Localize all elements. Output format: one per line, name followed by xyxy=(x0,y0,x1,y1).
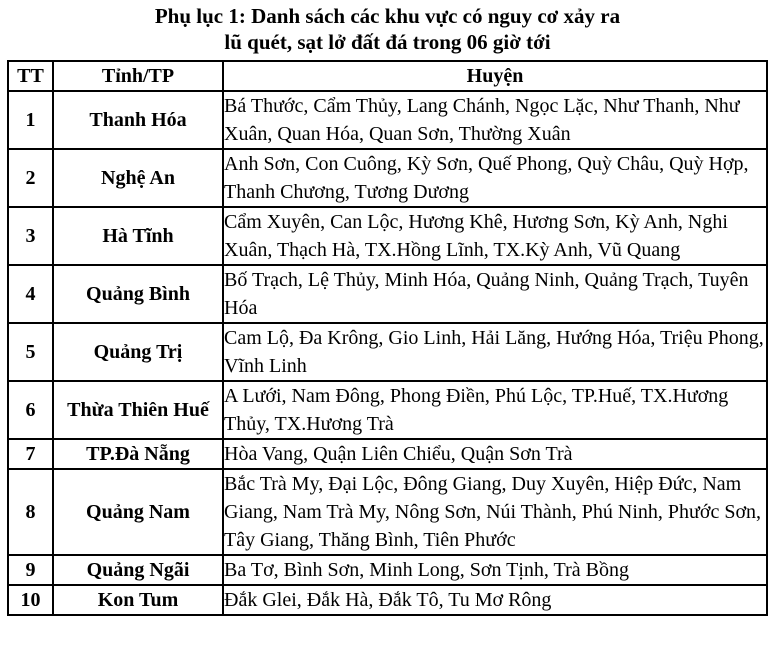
districts-cell: Đắk Glei, Đắk Hà, Đắk Tô, Tu Mơ Rông xyxy=(223,585,767,615)
row-index: 9 xyxy=(8,555,53,585)
column-header-district: Huyện xyxy=(223,61,767,91)
table-row xyxy=(8,323,767,381)
province-cell: Quảng Trị xyxy=(53,323,223,381)
districts-cell: Anh Sơn, Con Cuông, Kỳ Sơn, Quế Phong, Quỳ Châu, Quỳ Hợp, Thanh Chương, Tương Dương xyxy=(223,149,767,207)
districts-cell: Cẩm Xuyên, Can Lộc, Hương Khê, Hương Sơn, Kỳ Anh, Nghi Xuân, Thạch Hà, TX.Hồng Lĩnh, TX.Kỳ Anh, Vũ Quang xyxy=(223,207,767,265)
row-index: 10 xyxy=(8,585,53,615)
districts-cell: Cam Lộ, Đa Krông, Gio Linh, Hải Lăng, Hướng Hóa, Triệu Phong, Vĩnh Linh xyxy=(223,323,767,381)
row-index: 3 xyxy=(8,207,53,265)
province-cell: TP.Đà Nẵng xyxy=(53,439,223,469)
districts-cell: Ba Tơ, Bình Sơn, Minh Long, Sơn Tịnh, Trà Bồng xyxy=(223,555,767,585)
risk-areas-table xyxy=(7,60,768,616)
row-index: 2 xyxy=(8,149,53,207)
table-row xyxy=(8,265,767,323)
province-cell: Kon Tum xyxy=(53,585,223,615)
table-header-row xyxy=(8,61,767,91)
province-cell: Hà Tĩnh xyxy=(53,207,223,265)
table-body xyxy=(8,91,767,615)
province-cell: Quảng Bình xyxy=(53,265,223,323)
districts-cell: Bố Trạch, Lệ Thủy, Minh Hóa, Quảng Ninh, Quảng Trạch, Tuyên Hóa xyxy=(223,265,767,323)
province-cell: Thừa Thiên Huế xyxy=(53,381,223,439)
table-row xyxy=(8,149,767,207)
districts-cell: Bá Thước, Cẩm Thủy, Lang Chánh, Ngọc Lặc, Như Thanh, Như Xuân, Quan Hóa, Quan Sơn, Thường Xuân xyxy=(223,91,767,149)
province-cell: Nghệ An xyxy=(53,149,223,207)
document-title-line1: Phụ lục 1: Danh sách các khu vực có nguy cơ xảy ra xyxy=(154,4,621,28)
document-title xyxy=(0,3,775,55)
districts-cell: Bắc Trà My, Đại Lộc, Đông Giang, Duy Xuyên, Hiệp Đức, Nam Giang, Nam Trà My, Nông Sơn, Núi Thành, Phú Ninh, Phước Sơn, Tây Giang, Thăng Bình, Tiên Phước xyxy=(223,469,767,555)
province-cell: Quảng Ngãi xyxy=(53,555,223,585)
province-cell: Quảng Nam xyxy=(53,469,223,555)
table-row xyxy=(8,555,767,585)
province-cell: Thanh Hóa xyxy=(53,91,223,149)
table-row xyxy=(8,207,767,265)
row-index: 7 xyxy=(8,439,53,469)
row-index: 6 xyxy=(8,381,53,439)
row-index: 4 xyxy=(8,265,53,323)
row-index: 1 xyxy=(8,91,53,149)
table-row xyxy=(8,439,767,469)
document-title-line2: lũ quét, sạt lở đất đá trong 06 giờ tới xyxy=(224,30,551,54)
document-page xyxy=(0,3,775,645)
row-index: 8 xyxy=(8,469,53,555)
table-row xyxy=(8,585,767,615)
districts-cell: Hòa Vang, Quận Liên Chiểu, Quận Sơn Trà xyxy=(223,439,767,469)
table-row xyxy=(8,381,767,439)
column-header-tt: TT xyxy=(8,61,53,91)
table-row xyxy=(8,91,767,149)
row-index: 5 xyxy=(8,323,53,381)
districts-cell: A Lưới, Nam Đông, Phong Điền, Phú Lộc, TP.Huế, TX.Hương Thủy, TX.Hương Trà xyxy=(223,381,767,439)
table-row xyxy=(8,469,767,555)
column-header-province: Tỉnh/TP xyxy=(53,61,223,91)
